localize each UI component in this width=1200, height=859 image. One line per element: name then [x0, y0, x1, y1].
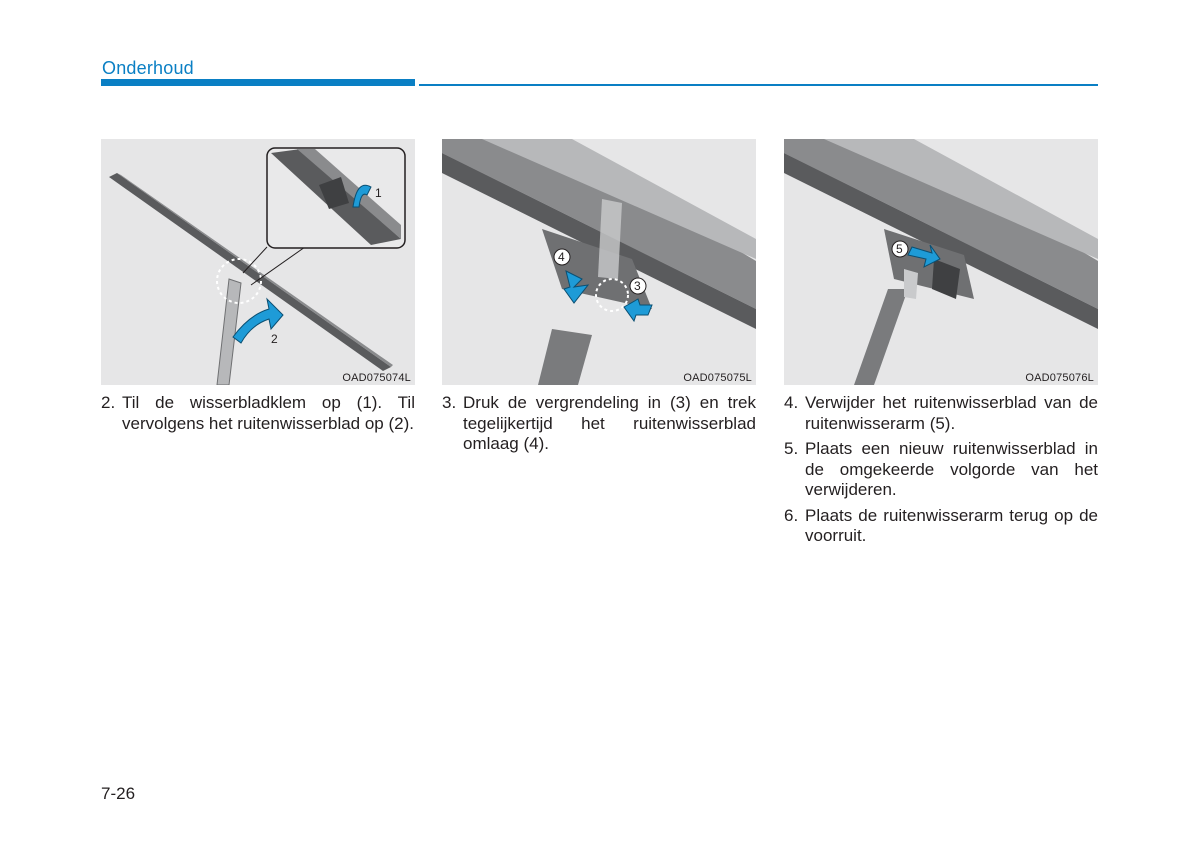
step-number: 6. — [784, 505, 799, 525]
callout-1: 1 — [375, 186, 382, 200]
step-item — [101, 393, 415, 434]
lock-release-illustration — [442, 139, 756, 385]
callout-5: 5 — [896, 242, 903, 256]
step-item — [784, 393, 1098, 434]
header-rule-thin — [419, 84, 1098, 86]
page-number: 7-26 — [101, 784, 136, 803]
remove-blade-illustration — [784, 139, 1098, 385]
header-rule-thick — [101, 79, 415, 86]
step-item — [784, 439, 1098, 501]
callout-3: 3 — [634, 279, 641, 293]
step-text: Verwijder het ruitenwisserblad van de ruitenwisserarm (5). — [805, 393, 1098, 433]
wiper-clip-illustration — [101, 139, 415, 385]
figure-code: OAD075074L — [342, 372, 411, 384]
figure-lift-wiper-clip — [101, 139, 415, 385]
figure-remove-blade — [784, 139, 1098, 385]
callout-4: 4 — [558, 250, 565, 264]
step-number: 4. — [784, 393, 799, 412]
callout-2: 2 — [271, 332, 278, 346]
step-text: Plaats een nieuw ruitenwisserblad in de omgekeerde volgorde van het verwijderen. — [805, 439, 1098, 499]
figure-code: OAD075075L — [683, 372, 752, 384]
step-number: 5. — [784, 439, 799, 458]
step-item — [784, 506, 1098, 547]
figure-code: OAD075076L — [1025, 372, 1094, 384]
step-item — [442, 393, 756, 455]
step-text: Til de wisserbladklem op (1). Til vervolgens het ruitenwisserblad op (2). — [122, 393, 415, 433]
instructions-column-2 — [442, 393, 756, 460]
step-text: Druk de vergrendeling in (3) en trek tegelijkertijd het ruitenwisserblad omlaag (4). — [463, 393, 756, 453]
instructions-column-1 — [101, 393, 415, 439]
step-text: Plaats de ruitenwisserarm terug op de voorruit. — [805, 505, 1098, 545]
figure-press-lock — [442, 139, 756, 385]
instructions-column-3 — [784, 393, 1098, 552]
section-title: Onderhoud — [102, 58, 194, 78]
step-number: 2. — [101, 393, 116, 412]
step-number: 3. — [442, 393, 457, 412]
